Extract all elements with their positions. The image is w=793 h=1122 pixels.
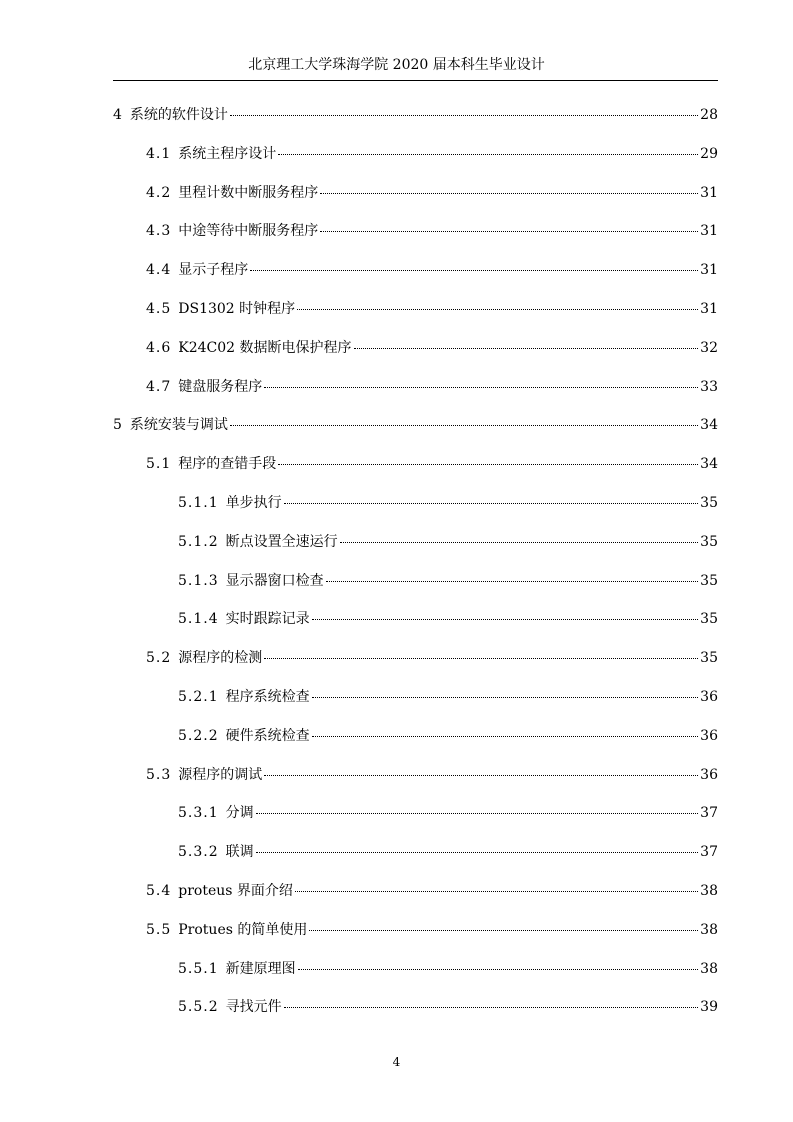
toc-dot-leader [278,464,698,465]
toc-dot-leader [340,542,699,543]
toc-entry[interactable] [146,377,718,397]
toc-dot-leader [320,231,698,232]
toc-entry-title: 断点设置全速运行 [225,534,338,550]
toc-entry[interactable] [146,221,718,241]
toc-dot-leader [264,658,698,659]
toc-dot-leader [312,697,699,698]
toc-entry-number: 5.4 [146,883,172,899]
toc-entry-title: 新建原理图 [225,961,296,977]
toc-entry[interactable] [146,183,718,203]
toc-entry-number: 5.1 [146,456,172,472]
toc-dot-leader [320,193,698,194]
toc-entry-page: 38 [700,961,718,977]
toc-entry-title: 寻找元件 [225,999,282,1015]
toc-dot-leader [256,852,699,853]
toc-entry-number: 5.3.1 [178,805,219,821]
toc-entry[interactable] [146,881,718,901]
page-number: 4 [392,1055,401,1069]
toc-entry-page: 35 [700,650,718,666]
toc-dot-leader [230,115,698,116]
toc-entry-title: 单步执行 [225,495,282,511]
toc-entry-title: DS1302 时钟程序 [178,301,296,317]
toc-entry-page: 29 [700,146,718,162]
toc-dot-leader [312,736,699,737]
toc-entry-title: 程序系统检查 [225,689,310,705]
toc-entry-page: 37 [700,805,718,821]
toc-dot-leader [309,930,698,931]
page-header: 北京理工大学珠海学院 2020 届本科生毕业设计 [248,57,545,73]
toc-entry-title: 系统主程序设计 [178,146,277,162]
toc-entry-page: 34 [700,417,718,433]
toc-dot-leader [256,813,699,814]
header-rule [113,80,718,81]
toc-entry-number: 5.2.1 [178,689,219,705]
toc-dot-leader [354,348,699,349]
toc-entry-page: 38 [700,922,718,938]
toc-entry-number: 4.7 [146,379,172,395]
toc-entry[interactable] [146,648,718,668]
toc-entry-number: 5.3 [146,767,172,783]
toc-entry[interactable] [178,609,718,629]
toc-entry[interactable] [178,959,718,979]
toc-entry-number: 5.5.2 [178,999,219,1015]
toc-entry-number: 4.5 [146,301,172,317]
toc-entry-page: 35 [700,495,718,511]
toc-entry-title: 实时跟踪记录 [225,611,310,627]
toc-entry-page: 31 [700,185,718,201]
toc-entry[interactable] [113,105,718,125]
toc-entry-page: 38 [700,883,718,899]
toc-entry-title: 中途等待中断服务程序 [178,223,319,239]
toc-entry-page: 34 [700,456,718,472]
toc-entry-page: 35 [700,611,718,627]
toc-entry[interactable] [178,997,718,1017]
toc-entry-page: 39 [700,999,718,1015]
toc-entry-title: 里程计数中断服务程序 [178,185,319,201]
toc-entry[interactable] [146,920,718,940]
toc-entry[interactable] [146,299,718,319]
toc-entry-number: 5.2 [146,650,172,666]
toc-entry-page: 31 [700,262,718,278]
toc-entry-title: 源程序的调试 [178,767,263,783]
toc-entry-number: 4.3 [146,223,172,239]
toc-dot-leader [264,387,698,388]
toc-entry[interactable] [178,842,718,862]
toc-entry-title: Protues 的简单使用 [178,922,308,938]
toc-entry-page: 32 [700,340,718,356]
toc-entry-title: 显示器窗口检查 [225,573,324,589]
toc-entry-page: 28 [700,107,718,123]
toc-entry-title: 系统的软件设计 [129,107,228,123]
toc-entry-page: 33 [700,379,718,395]
toc-entry-page: 36 [700,689,718,705]
toc-entry[interactable] [146,765,718,785]
toc-entry-number: 5 [113,417,123,433]
toc-entry-number: 5.1.3 [178,573,219,589]
toc-entry-number: 4.1 [146,146,172,162]
toc-entry-title: 源程序的检测 [178,650,263,666]
toc-entry-number: 4.2 [146,185,172,201]
toc-entry[interactable] [178,803,718,823]
toc-entry-number: 5.5 [146,922,172,938]
toc-entry-title: 程序的查错手段 [178,456,277,472]
toc-entry-page: 36 [700,728,718,744]
toc-entry-title: 硬件系统检查 [225,728,310,744]
toc-entry-page: 37 [700,844,718,860]
toc-entry-title: 显示子程序 [178,262,249,278]
toc-entry-title: 键盘服务程序 [178,379,263,395]
toc-dot-leader [284,1007,699,1008]
toc-dot-leader [278,154,698,155]
toc-entry[interactable] [178,493,718,513]
toc-entry-number: 5.1.1 [178,495,219,511]
toc-dot-leader [284,503,699,504]
toc-entry-page: 35 [700,534,718,550]
toc-entry[interactable] [146,260,718,280]
toc-entry-number: 4.6 [146,340,172,356]
toc-entry-number: 4 [113,107,123,123]
toc-entry-title: K24C02 数据断电保护程序 [178,340,352,356]
toc-entry[interactable] [146,338,718,358]
toc-entry[interactable] [113,415,718,435]
toc-entry[interactable] [178,571,718,591]
toc-dot-leader [298,969,699,970]
toc-entry-title: 系统安装与调试 [129,417,228,433]
toc-entry[interactable] [146,454,718,474]
toc-dot-leader [230,425,698,426]
toc-dot-leader [264,775,698,776]
toc-entry-number: 5.1.4 [178,611,219,627]
toc-dot-leader [297,309,698,310]
toc-entry-number: 5.2.2 [178,728,219,744]
toc-dot-leader [250,270,698,271]
toc-entry[interactable] [178,532,718,552]
toc-entry[interactable] [146,144,718,164]
toc-dot-leader [312,619,699,620]
toc-entry-number: 5.5.1 [178,961,219,977]
toc-entry-page: 31 [700,223,718,239]
toc-entry-title: proteus 界面介绍 [178,883,293,899]
toc-entry-number: 4.4 [146,262,172,278]
toc-entry-page: 35 [700,573,718,589]
toc-entry[interactable] [178,726,718,746]
toc-entry[interactable] [178,687,718,707]
toc-dot-leader [295,891,698,892]
toc-entry-title: 分调 [225,805,254,821]
toc-entry-number: 5.1.2 [178,534,219,550]
toc-dot-leader [326,581,699,582]
toc-entry-number: 5.3.2 [178,844,219,860]
toc-entry-page: 31 [700,301,718,317]
toc-entry-page: 36 [700,767,718,783]
toc-entry-title: 联调 [225,844,254,860]
